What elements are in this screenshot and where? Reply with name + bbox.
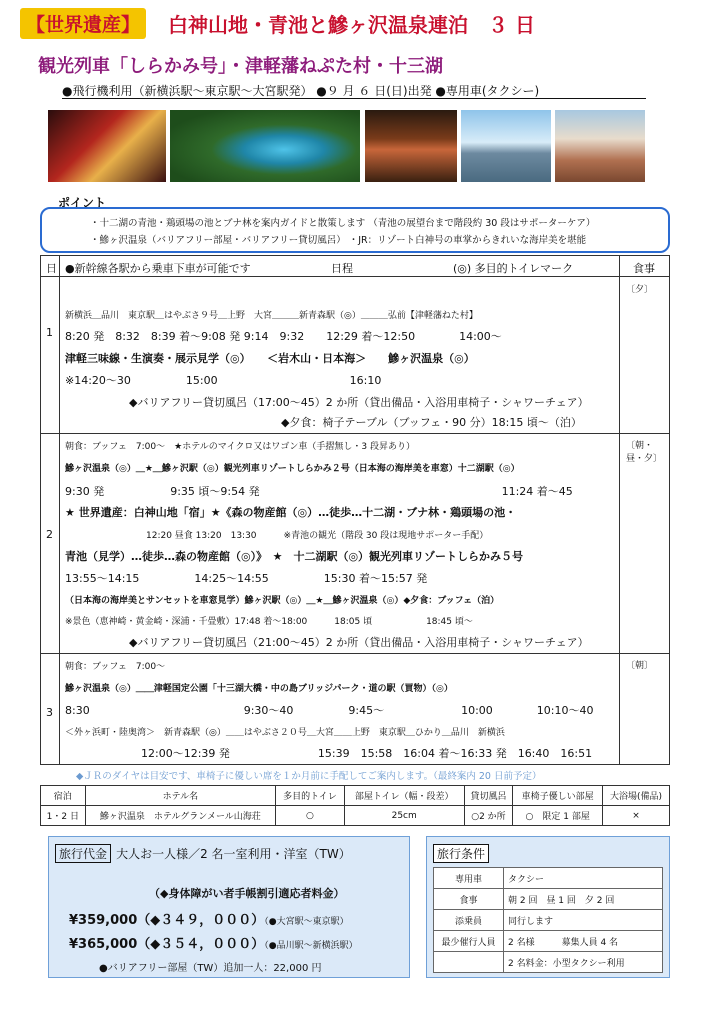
page-title: 白神山地・青池と鰺ヶ沢温泉連泊 ３ 日 <box>168 13 535 37</box>
day3-line-4: ＜外ヶ浜町・陸奥湾＞ 新青森駅（◎）＿＿はやぶさ２０号＿大宮＿＿上野 東京駅＿ひかり＿品川 新横浜 <box>65 728 505 738</box>
table-cell: 1・2 日 <box>41 806 86 826</box>
table-cell: 25cm <box>344 806 464 826</box>
condition-value: 朝 2 回 昼 1 回 夕 2 回 <box>504 889 663 910</box>
condition-value: 同行します <box>504 910 663 931</box>
price-label: 旅行代金 <box>55 844 111 863</box>
condition-key: 専用車 <box>434 868 504 889</box>
condition-key <box>434 952 504 973</box>
price-description: 大人お一人様／2 名一室利用・洋室（TW） <box>116 847 351 861</box>
col-note-header: ●新幹線各駅から乗車下車が可能です <box>65 262 251 275</box>
col-toilet-header: (◎) 多目的トイレマーク <box>453 262 574 275</box>
day-meal: 〔夕〕 <box>626 285 654 295</box>
day2-line-6: 青池（見学）…徒歩…森の物産館（◎）》 ★ 十二湖駅（◎）観光列車リゾートしらかみ５号 <box>65 550 524 563</box>
table-header-cell: 大浴場(備品) <box>603 786 670 806</box>
page-subtitle: 観光列車「しらかみ号」・津軽藩ねぷた村・十三湖 <box>38 56 443 77</box>
col-meal-header: 食事 <box>633 262 655 275</box>
table-header-cell: 車椅子優しい部屋 <box>513 786 603 806</box>
table-row <box>434 889 663 910</box>
condition-value: 2 名様 募集人員 4 名 <box>504 931 663 952</box>
point-line-1: ・十二湖の青池・鶏頭場の池とブナ林を案内ガイドと散策します （青池の展望台まで階段約 30 段はサポーターケア） <box>90 218 596 229</box>
day1-line-2: 8:20 発 8:32 8:39 着〜9:08 発 9:14 9:32 12:29 着〜12:50 14:00〜 <box>65 330 502 343</box>
itinerary-table <box>40 255 670 765</box>
point-heading: ポイント <box>58 196 107 210</box>
day2-line-2: 鰺ヶ沢温泉（◎）＿★＿鰺ヶ沢駅（◎）観光列車リゾートしらかみ２号（日本海の海岸美を車窓）十二湖駅（◎） <box>65 464 520 474</box>
point-box <box>40 207 670 253</box>
photo-aoike-pond <box>170 110 360 182</box>
day1-line-6: ◆夕食：椅子テーブル（ブッフェ・90 分）18:15 頃〜（泊） <box>281 416 582 429</box>
table-row <box>41 806 670 826</box>
day-number: 1 <box>46 326 53 339</box>
day2-line-8: （日本海の海岸美とサンセットを車窓見学）鰺ヶ沢駅（◎）＿★＿鰺ヶ沢温泉（◎）◆夕食：ブッフェ（泊） <box>65 596 500 606</box>
day2-line-7: 13:55〜14:15 14:25〜14:55 15:30 着〜15:57 発 <box>65 572 428 585</box>
photo-neputa-festival <box>48 110 166 182</box>
day2-line-9: ※景色（恵神崎・黄金崎・深浦・千畳敷）17:48 着〜18:00 18:05 頃 18:45 頃〜 <box>65 617 473 627</box>
day3-line-1: 朝食：ブッフェ 7:00〜 <box>65 662 166 672</box>
table-cell: ○ <box>276 806 345 826</box>
table-header-cell: ホテル名 <box>85 786 276 806</box>
jr-schedule-note: ◆ＪＲのダイヤは目安です、車椅子に優しい席を１か月前に手配してご案内します。（最終案内 20 日前予定） <box>76 771 542 782</box>
table-row <box>434 931 663 952</box>
table-header-cell: 部屋トイレ（幅・段差） <box>344 786 464 806</box>
table-cell: ○ 限定 1 部屋 <box>513 806 603 826</box>
table-header-cell: 多目的トイレ <box>276 786 345 806</box>
hotel-table <box>40 785 670 826</box>
day-meal: 〔朝・昼・夕〕 <box>626 441 663 464</box>
condition-value: タクシー <box>504 868 663 889</box>
day3-line-2: 鰺ヶ沢温泉（◎）＿＿津軽国定公園「十三湖大橋・中の島ブリッジパーク・道の駅（買物）（◎） <box>65 684 453 694</box>
day-number: 3 <box>46 706 53 719</box>
price-amount: ¥359,000（◆３４９，０００） <box>69 913 265 928</box>
conditions-label: 旅行条件 <box>433 844 489 863</box>
price-route: （●品川駅〜新横浜駅） <box>264 941 358 951</box>
discount-note: （◆身体障がい者手帳割引適応者料金） <box>149 887 345 900</box>
table-cell: ○2 か所 <box>464 806 513 826</box>
condition-value: 2 名料金：小型タクシー利用 <box>504 952 663 973</box>
col-day-header: 日 <box>46 262 57 275</box>
table-header-cell: 貸切風呂 <box>464 786 513 806</box>
trip-info-line: ●飛行機利用（新横浜駅〜東京駅〜大宮駅発） ●９ 月 ６ 日(日)出発 ●専用車(タクシー) <box>62 84 540 98</box>
price-line-2 <box>69 933 358 952</box>
day2-line-4: ★ 世界遺産：白神山地「宿」★《森の物産館（◎）…徒歩…十二湖・ブナ林・鶏頭場の池・ <box>65 506 517 519</box>
table-row <box>434 868 663 889</box>
point-line-2: ・鰺ヶ沢温泉（バリアフリー部屋・バリアフリー貸切風呂） ・JR：リゾート白神号の車掌からきれいな海岸美を堪能 <box>90 235 587 246</box>
day3-line-5: 12:00〜12:39 発 15:39 15:58 16:04 着〜16:33 発 16:40 16:51 <box>141 747 593 760</box>
conditions-box <box>426 836 670 978</box>
table-header-row <box>41 786 670 806</box>
day1-line-3: 津軽三味線・生演奏・展示見学（◎） ＜岩木山・日本海＞ 鰺ヶ沢温泉（◎） <box>65 352 475 365</box>
price-route: （●大宮駅〜東京駅） <box>264 917 349 927</box>
day1-line-4: ※14:20〜30 15:00 16:10 <box>65 374 382 387</box>
col-schedule-header: 日程 <box>331 262 353 275</box>
condition-key: 最少催行人員 <box>434 931 504 952</box>
day2-line-1: 朝食：ブッフェ 7:00〜 ★ホテルのマイクロ又はワゴン車（手摺無し・3 段昇あり） <box>65 442 415 452</box>
day2-line-5: 12:20 昼食 13:20 13:30 ※青池の観光（階段 30 段は現地サポーター手配） <box>65 531 489 541</box>
day2-line-3: 9:30 発 9:35 頃〜9:54 発 11:24 着〜45 <box>65 485 573 498</box>
photo-hotel-room <box>555 110 645 182</box>
day-meal: 〔朝〕 <box>626 661 654 671</box>
price-amount: ¥365,000（◆３５４，０００） <box>69 937 265 952</box>
table-cell: × <box>603 806 670 826</box>
condition-key: 食事 <box>434 889 504 910</box>
table-cell: 鰺ヶ沢温泉 ホテルグランメール山海荘 <box>85 806 276 826</box>
day2-line-10: ◆バリアフリー貸切風呂（21:00〜45）2 か所（貸出備品・入浴用車椅子・シャワーチェア） <box>129 636 589 649</box>
day1-line-1: 新横浜＿品川 東京駅＿はやぶさ９号＿上野 大宮＿＿＿新青森駅（◎）＿＿＿弘前【津軽藩ねた村】 <box>65 311 478 321</box>
day-number: 2 <box>46 528 53 541</box>
table-row <box>434 952 663 973</box>
conditions-table <box>433 867 663 973</box>
price-box <box>48 836 410 978</box>
table-row <box>434 910 663 931</box>
barrier-free-extra: ●バリアフリー部屋（TW）追加一人：22,000 円 <box>99 963 322 974</box>
condition-key: 添乗員 <box>434 910 504 931</box>
divider <box>62 98 646 99</box>
table-header-cell: 宿泊 <box>41 786 86 806</box>
day3-line-3: 8:30 9:30〜40 9:45〜 10:00 10:10〜40 <box>65 704 594 717</box>
price-line-1 <box>69 909 349 928</box>
day1-line-5: ◆バリアフリー貸切風呂（17:00〜45）2 か所（貸出備品・入浴用車椅子・シャワーチェア） <box>129 396 589 409</box>
photo-train-interior <box>365 110 457 182</box>
title-badge: 【世界遺産】 <box>20 8 146 39</box>
photo-jusanko-bridge <box>461 110 551 182</box>
